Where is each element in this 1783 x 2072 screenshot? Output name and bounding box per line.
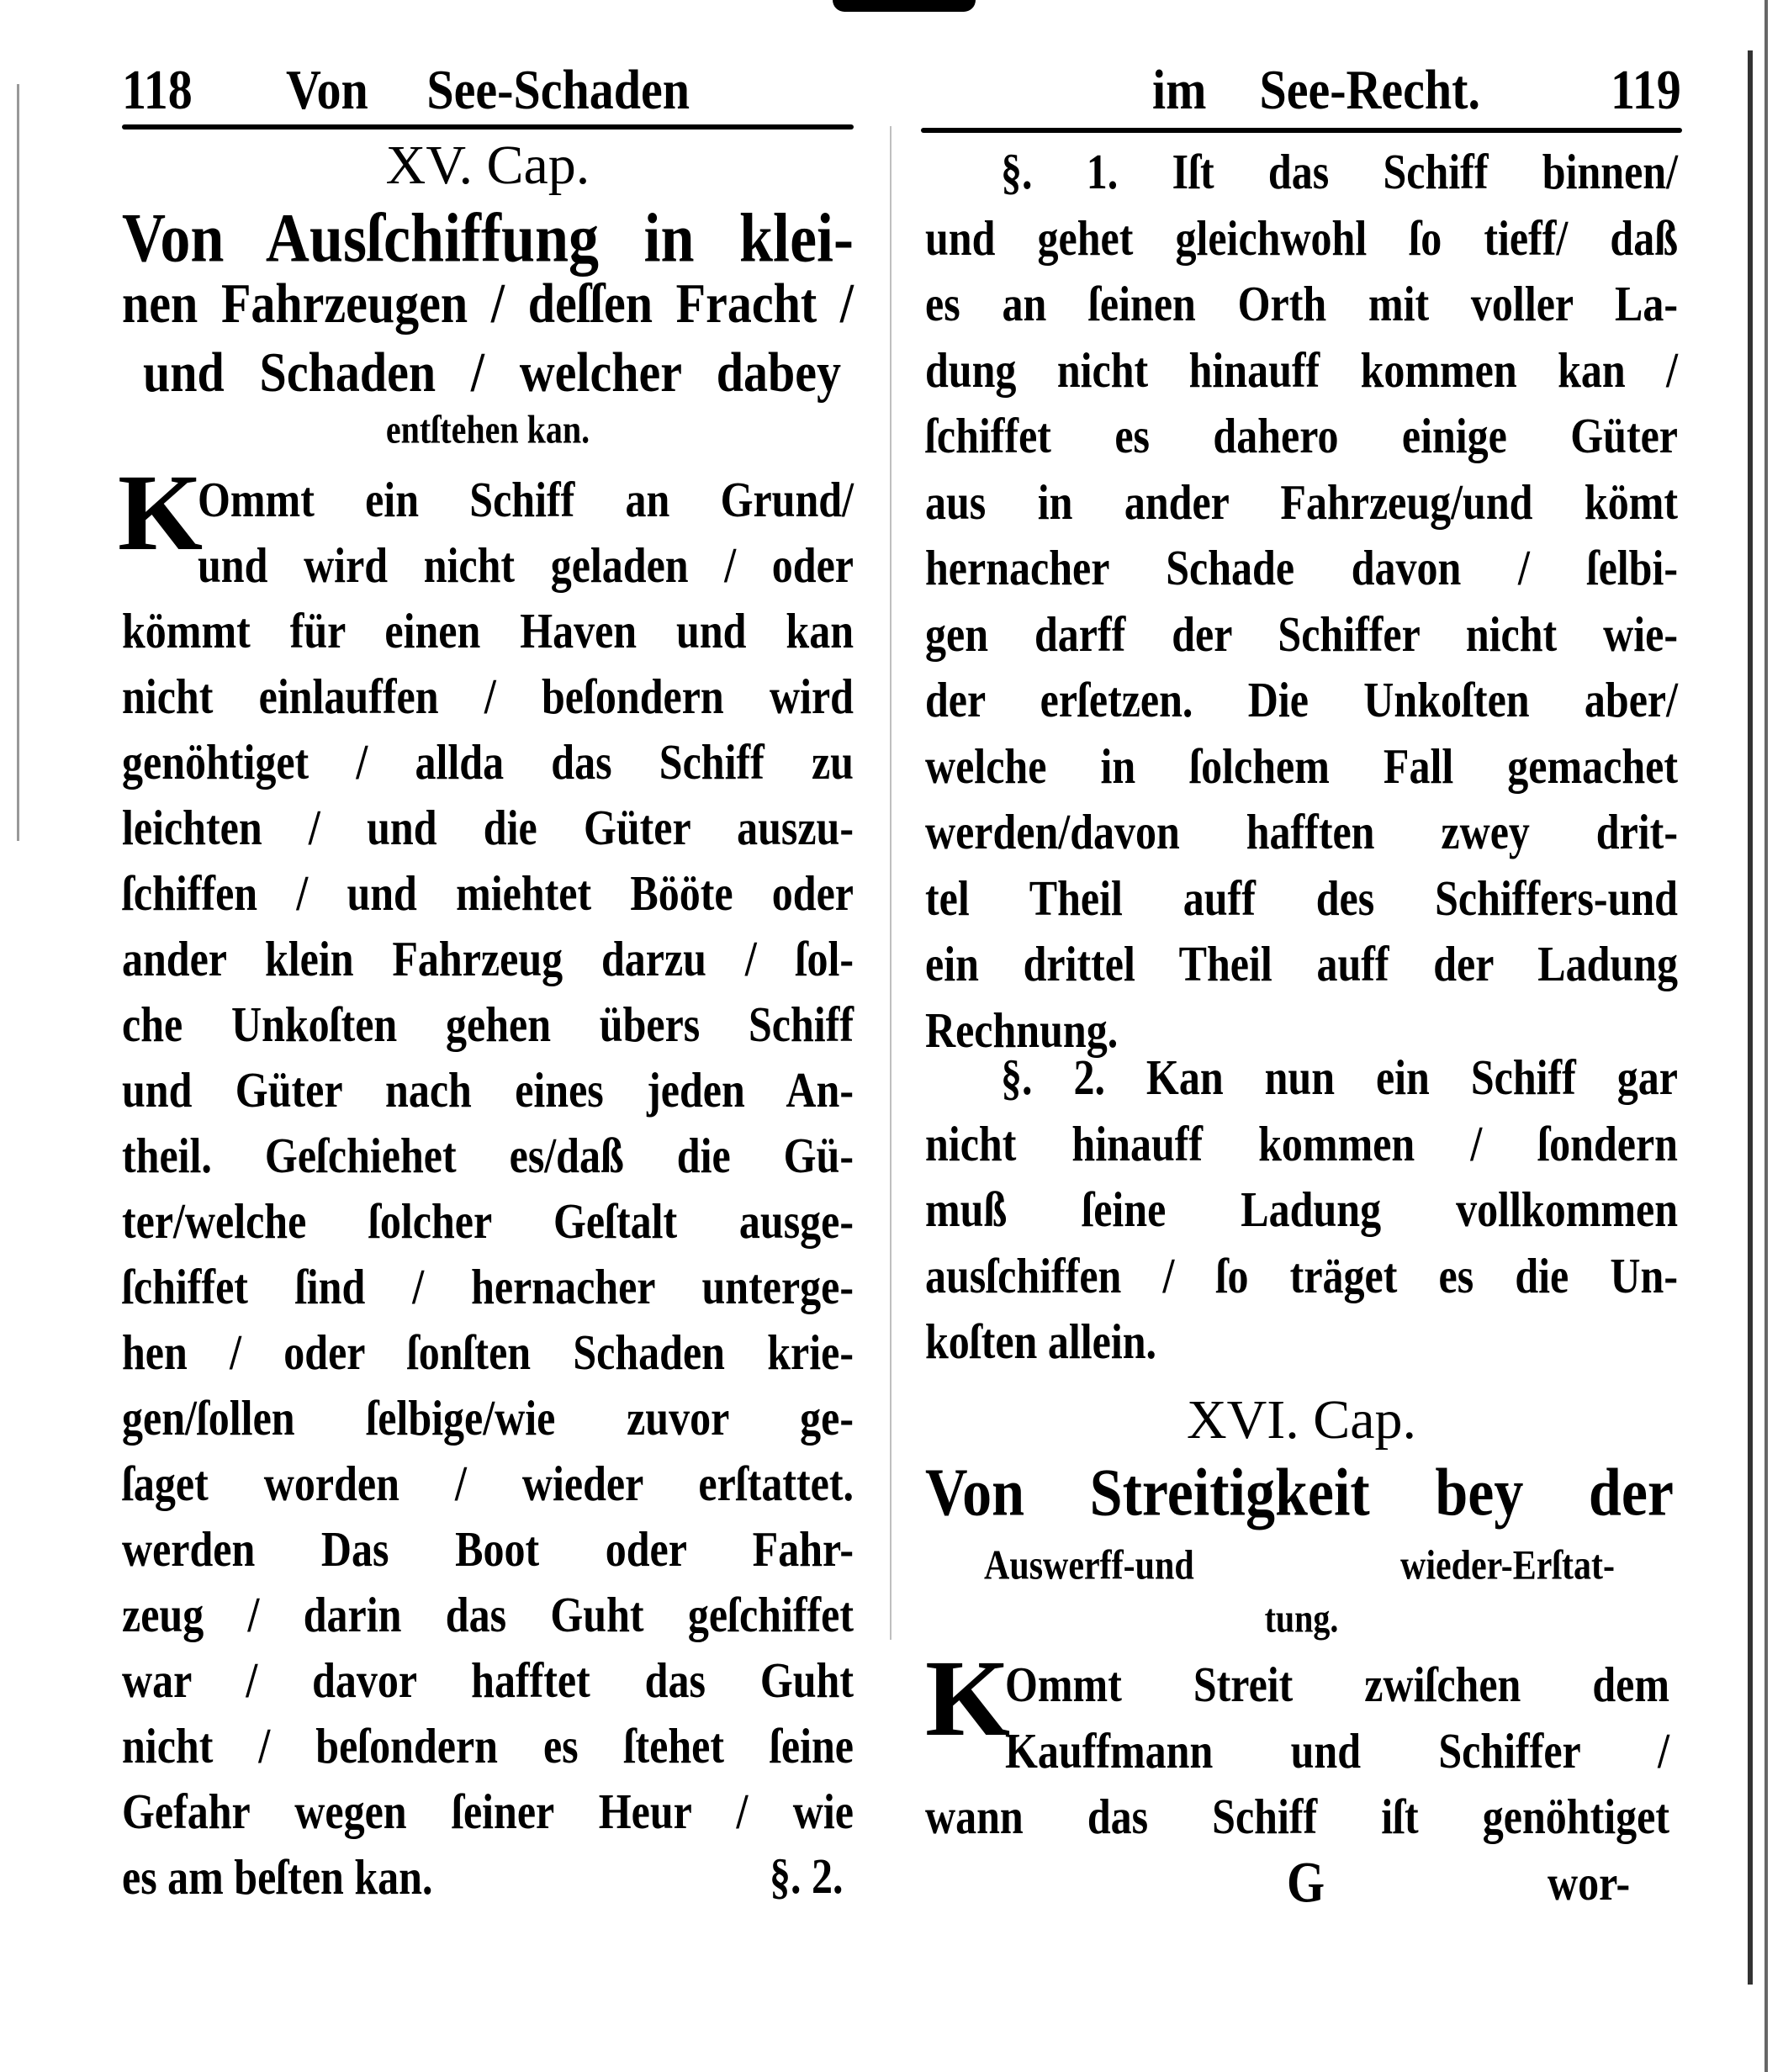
left-edge-noise <box>17 84 19 841</box>
text-line: che Unkoſten gehen übers Schiff <box>122 996 854 1053</box>
text-line: nicht hinauff kommen / ſondern <box>925 1115 1678 1171</box>
text-line: koſten allein. <box>925 1313 1157 1370</box>
left-chapter-heading: XV. Cap. <box>385 135 590 196</box>
text-line: Ommt Streit zwiſchen dem <box>1005 1656 1669 1713</box>
text-line: tel Theil auff des Schiffers-und <box>925 870 1678 926</box>
text-line: nicht einlauffen / beſondern wird <box>122 668 854 725</box>
text-line: dung nicht hinauff kommen kan / <box>925 341 1678 398</box>
text-line: §. 1. Iſt das Schiff binnen/ <box>1001 143 1678 200</box>
text-line: hen / oder ſonſten Schaden krie- <box>122 1324 854 1381</box>
text-line: ausſchiffen / ſo träget es die Un- <box>925 1247 1678 1303</box>
right-title-line-2: Auswerff-und wieder-Erſtat- <box>984 1542 1615 1589</box>
text-line: genöhtiget / allda das Schiff zu <box>122 733 854 790</box>
text-line: ſchiffet es dahero einige Güter <box>925 407 1678 464</box>
text-line: gen/ſollen ſelbige/wie zuvor ge- <box>122 1389 854 1446</box>
text-line: werden/davon hafften zwey drit- <box>925 803 1678 860</box>
text-line: und gehet gleichwohl ſo tieff/ daß <box>925 209 1678 266</box>
top-center-smudge <box>833 0 976 12</box>
right-page-number: 119 <box>1611 58 1681 121</box>
left-catchword: §. 2. <box>770 1847 844 1905</box>
right-running-head: im See-Recht. <box>1152 58 1480 121</box>
text-line: §. 2. Kan nun ein Schiff gar <box>1001 1049 1678 1106</box>
text-line: leichten / und die Güter auszu- <box>122 799 854 856</box>
text-line: ſchiffet ſind / hernacher unterge- <box>122 1258 854 1315</box>
text-line: ſchiffen / und miehtet Bööte oder <box>122 864 854 922</box>
text-line: der erſetzen. Die Unkoſten aber/ <box>925 671 1678 728</box>
right-edge-shadow-2 <box>1764 0 1768 2072</box>
text-line: ander klein Fahrzeug darzu / ſol- <box>122 930 854 987</box>
gutter-line <box>890 126 892 1640</box>
text-line: Ommt ein Schiff an Grund/ <box>198 471 854 528</box>
text-line: Rechnung. <box>925 1002 1119 1058</box>
text-line: gen darff der Schiffer nicht wie- <box>925 605 1678 662</box>
text-line: kömmt für einen Haven und kan <box>122 602 854 659</box>
text-line: welche in ſolchem Fall gemachet <box>925 737 1678 794</box>
text-line: war / davor hafftet das Guht <box>122 1652 854 1709</box>
right-edge-shadow <box>1748 50 1753 1985</box>
right-catchword: wor- <box>1548 1854 1631 1911</box>
right-chapter-heading: XVI. Cap. <box>1186 1389 1417 1451</box>
left-title-line-1: Von Ausſchiffung in klei- <box>122 199 854 277</box>
text-line: zeug / darin das Guht geſchiffet <box>122 1586 854 1643</box>
text-line: ein drittel Theil auff der Ladung <box>925 935 1678 992</box>
left-header-rule <box>122 124 854 130</box>
right-title-line-1: Von Streitigkeit bey der <box>925 1456 1674 1530</box>
left-drop-cap: K <box>118 452 204 574</box>
left-page-number: 118 <box>122 58 193 121</box>
text-line: ſaget worden / wieder erſtattet. <box>122 1455 854 1512</box>
text-line: muß ſeine Ladung vollkommen <box>925 1181 1678 1238</box>
text-line: nicht / beſondern es ſtehet ſeine <box>122 1717 854 1774</box>
text-line: und wird nicht geladen / oder <box>198 536 854 594</box>
text-line: es am beſten kan. <box>122 1848 433 1906</box>
text-line: aus in ander Fahrzeug/und kömt <box>925 473 1678 530</box>
text-line: ter/welche ſolcher Geſtalt ausge- <box>122 1192 854 1250</box>
text-line: Gefahr wegen ſeiner Heur / wie <box>122 1783 854 1840</box>
text-line: und Güter nach eines jeden An- <box>122 1061 854 1118</box>
text-line: theil. Geſchiehet es/daß die Gü- <box>122 1127 854 1184</box>
left-title-line-2: nen Fahrzeugen / deſſen Fracht / <box>122 272 854 335</box>
text-line: Kauffmann und Schiffer / <box>1005 1722 1669 1779</box>
left-title-line-4: entſtehen kan. <box>385 406 590 452</box>
right-drop-cap: K <box>925 1638 1011 1759</box>
text-line: wann das Schiff iſt genöhtiget <box>925 1788 1669 1845</box>
text-line: es an ſeinen Orth mit voller La- <box>925 275 1678 332</box>
left-running-head: Von See-Schaden <box>286 58 690 121</box>
right-title-line-3: tung. <box>1264 1595 1339 1641</box>
right-signature-mark: G <box>1287 1850 1325 1915</box>
left-title-line-3: und Schaden / welcher dabey <box>143 341 841 404</box>
text-line: werden Das Boot oder Fahr- <box>122 1520 854 1578</box>
text-line: hernacher Schade davon / ſelbi- <box>925 539 1678 596</box>
